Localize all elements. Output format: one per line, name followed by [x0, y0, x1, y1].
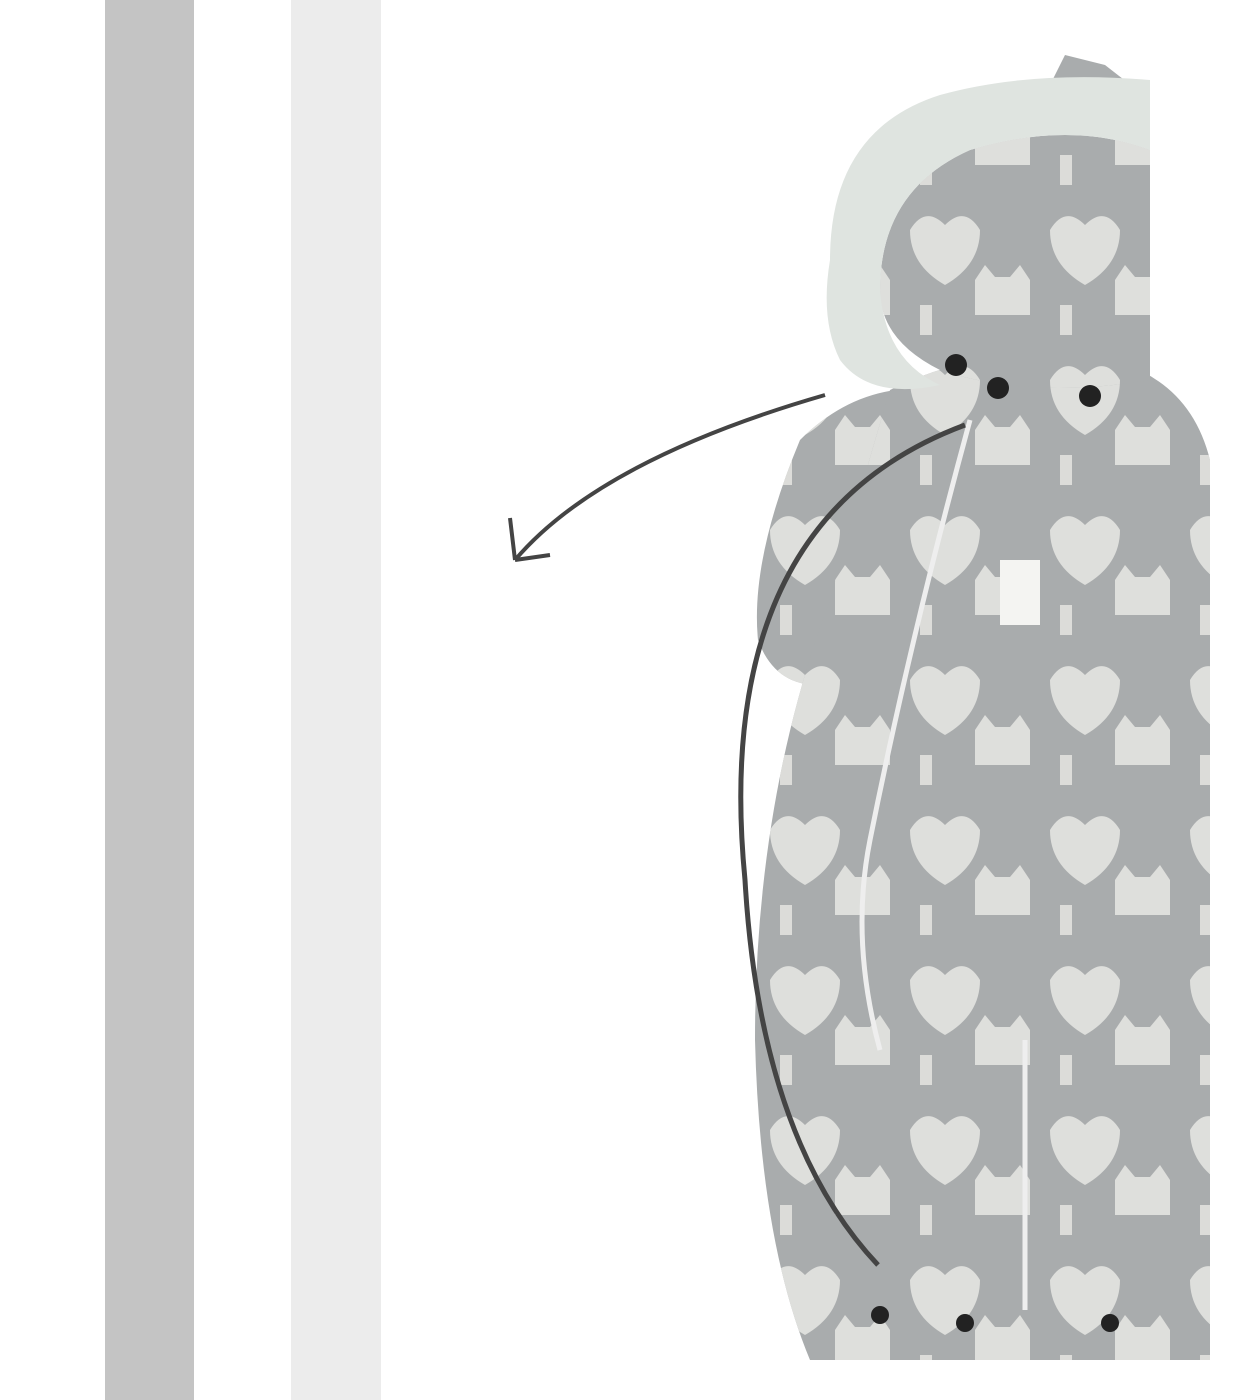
column-band-6-12 [291, 0, 381, 1400]
column-band-0-3 [105, 0, 194, 1400]
snowsuit-illustration [470, 40, 1248, 1370]
